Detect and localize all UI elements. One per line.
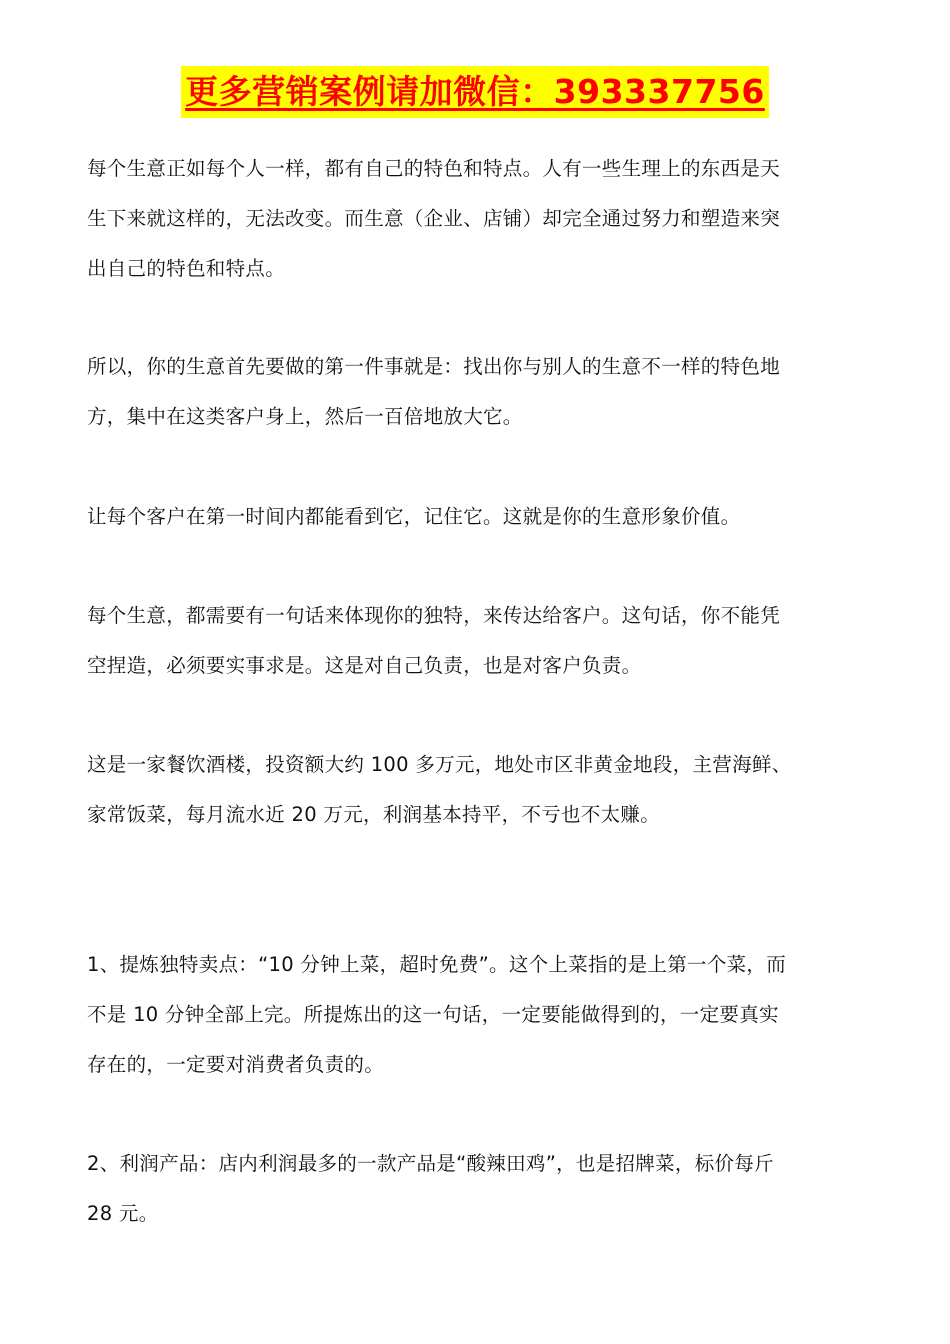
paragraph-line: 28 元。 bbox=[87, 1202, 159, 1225]
promo-banner: 更多营销案例请加微信：393337756 bbox=[181, 66, 769, 118]
paragraph-6 bbox=[87, 940, 877, 1090]
paragraph-5 bbox=[87, 740, 877, 840]
paragraph-1 bbox=[87, 144, 877, 294]
paragraph-line: 存在的，一定要对消费者负责的。 bbox=[87, 1053, 385, 1076]
paragraph-7 bbox=[87, 1139, 877, 1239]
paragraph-line: 不是 10 分钟全部上完。所提炼出的这一句话，一定要能做得到的，一定要真实 bbox=[87, 1003, 779, 1026]
paragraph-line: 方，集中在这类客户身上，然后一百倍地放大它。 bbox=[87, 405, 523, 428]
paragraph-line: 所以，你的生意首先要做的第一件事就是：找出你与别人的生意不一样的特色地 bbox=[87, 355, 781, 378]
paragraph-line: 1、提炼独特卖点：“10 分钟上菜，超时免费”。这个上菜指的是上第一个菜，而 bbox=[87, 953, 787, 976]
paragraph-2 bbox=[87, 342, 877, 442]
paragraph-line: 每个生意，都需要有一句话来体现你的独特，来传达给客户。这句话，你不能凭 bbox=[87, 604, 781, 627]
paragraph-line: 2、利润产品：店内利润最多的一款产品是“酸辣田鸡”，也是招牌菜，标价每斤 bbox=[87, 1152, 774, 1175]
paragraph-line: 出自己的特色和特点。 bbox=[87, 257, 286, 280]
paragraph-line: 空捏造，必须要实事求是。这是对自己负责，也是对客户负责。 bbox=[87, 654, 642, 677]
paragraph-line: 每个生意正如每个人一样，都有自己的特色和特点。人有一些生理上的东西是天 bbox=[87, 157, 781, 180]
paragraph-line: 家常饭菜，每月流水近 20 万元，利润基本持平，不亏也不太赚。 bbox=[87, 803, 661, 826]
banner-container bbox=[0, 66, 950, 118]
paragraph-line: 生下来就这样的，无法改变。而生意（企业、店铺）却完全通过努力和塑造来突 bbox=[87, 207, 781, 230]
paragraph-line: 这是一家餐饮酒楼，投资额大约 100 多万元，地处市区非黄金地段，主营海鲜、 bbox=[87, 753, 792, 776]
paragraph-line: 让每个客户在第一时间内都能看到它，记住它。这就是你的生意形象价值。 bbox=[87, 505, 741, 528]
paragraph-3 bbox=[87, 492, 877, 542]
paragraph-4 bbox=[87, 591, 877, 691]
